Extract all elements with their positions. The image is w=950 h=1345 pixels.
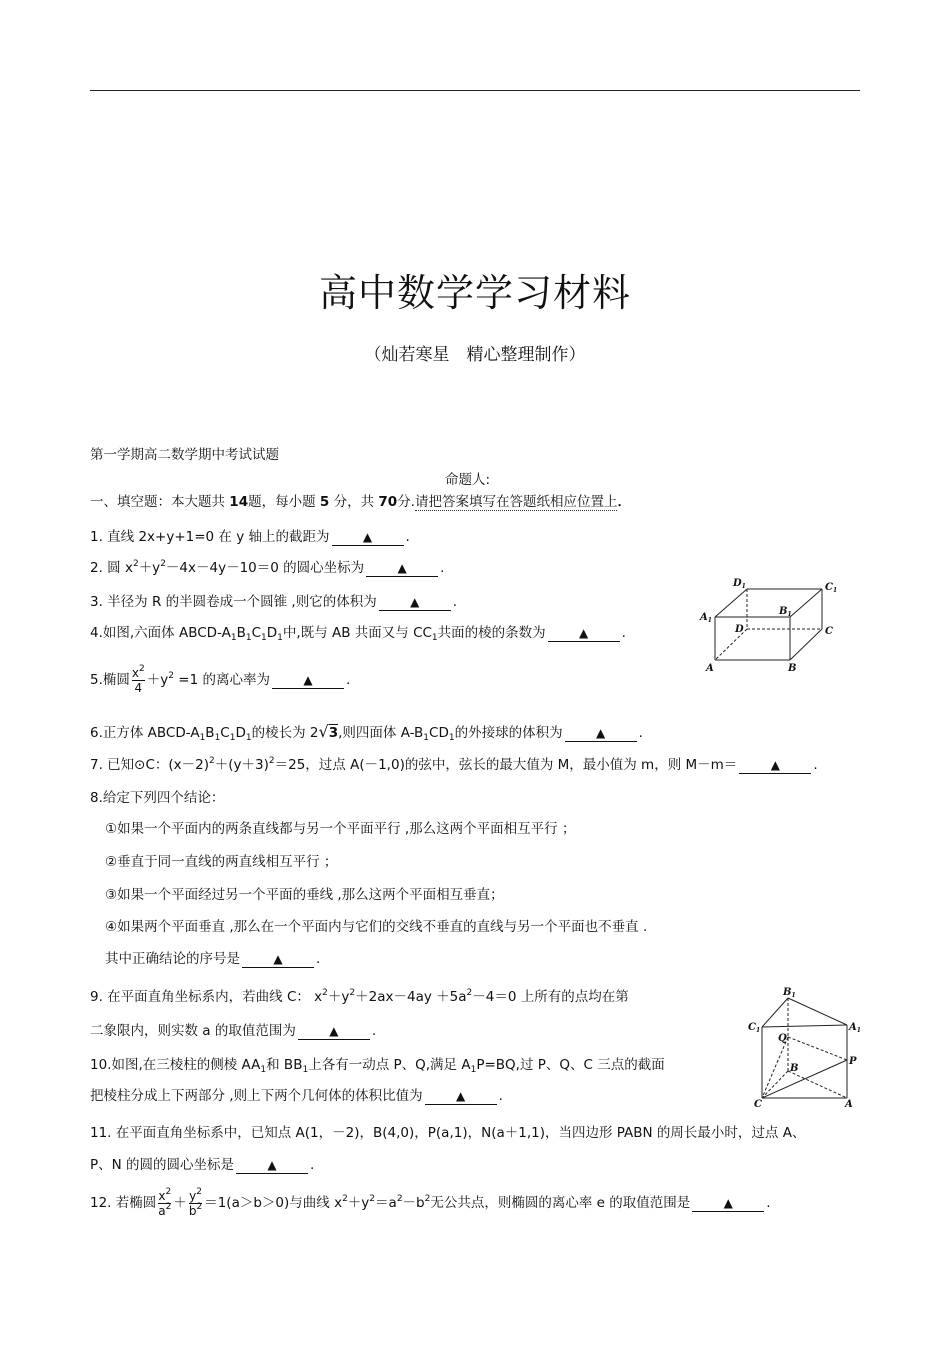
label-Q: Q [778,1033,787,1044]
sqrt-symbol: √ [318,722,329,741]
label-D: D [735,624,744,635]
question-11-cont: P、N 的圆的圆心坐标是 ▲ . [90,1157,315,1173]
answer-blank-5[interactable]: ▲ [272,672,344,689]
question-9: 9. 在平面直角坐标系内，若曲线 C： $x^2+y^2+2ax-4ay +5a^2-4=0$ 上所有的点均在第 [90,988,629,1005]
exam-name: 第一学期高二数学期中考试试题 [90,447,279,463]
fraction-x2-4: $\frac{x^2}{4}$ [131,663,145,695]
answer-blank-4[interactable]: ▲ [548,625,620,642]
answer-blank-3[interactable]: ▲ [379,594,451,611]
page-subtitle: （灿若寒星 精心整理制作） [364,345,586,365]
hexahedron-figure [695,572,845,677]
label-D1: $D_1$ [733,578,746,590]
author-label: 命题人: [445,472,491,488]
question-12: 12. 若椭圆 $\frac{x^2}{a^2}$ ＋ $\frac{y^2}{b^2}$ ＝1(a＞b＞0)与曲线 $x^2+y^2=a^2-b^2$无公共点，则椭圆的离心率 e 的取值范围是 ▲ . [90,1186,771,1218]
label-P: P [849,1056,857,1067]
label-B: B [788,663,797,674]
answer-blank-12[interactable]: ▲ [692,1195,764,1212]
answer-blank-7[interactable]: ▲ [739,757,811,774]
label-C: C [754,1099,762,1110]
answer-blank-1[interactable]: ▲ [332,529,404,546]
statement-4: ④如果两个平面垂直 ,那么在一个平面内与它们的交线不垂直的直线与另一个平面也不垂直 . [105,919,648,935]
statement-3: ③如果一个平面经过另一个平面的垂线 ,那么这两个平面相互垂直； [105,887,504,903]
answer-blank-10[interactable]: ▲ [425,1088,497,1105]
question-10: 10.如图,在三棱柱的侧棱 $AA_1$和 $BB_1$上各有一动点 P、Q,满足 $A_1P=BQ$,过 P、Q、C 三点的截面 [90,1057,665,1075]
label-A1: $A_1$ [849,1022,861,1034]
label-C1: $C_1$ [748,1022,761,1034]
question-6: 6.正方体 ABCD-$A_1B_1C_1D_1$的棱长为 2√3,则四面体 $A-B_1CD_1$的外接球的体积为 ▲ . [90,722,643,743]
label-C: C [825,626,833,637]
triangular-prism-figure [745,985,865,1113]
fraction-x2-a2: $\frac{x^2}{a^2}$ [158,1186,172,1218]
section-header: 一、填空题：本大题共 14题，每小题 5 分，共 70分.请把答案填写在答题纸相应位置上． [90,494,631,510]
page-title: 高中数学学习材料 [318,271,631,315]
question-1: 1. 直线 2x+y+1=0 在 y 轴上的截距为 ▲ . [90,529,410,545]
statement-1: ①如果一个平面内的两条直线都与另一个平面平行 ,那么这两个平面相互平行 ； [105,821,576,837]
answer-blank-9[interactable]: ▲ [298,1023,370,1040]
label-A: A [706,663,714,674]
label-A1: $A_1$ [700,612,712,624]
question-8-answer: 其中正确结论的序号是 ▲ . [105,951,321,967]
label-B1: $B_1$ [783,987,796,999]
question-7: 7. 已知⊙C：$(x-2)^2+(y+3)^2=25$，过点 A(－1,0)的弦中，弦长的最大值为 M，最小值为 m，则 M－m＝ ▲ . [90,756,818,773]
label-A: A [845,1099,853,1110]
question-9-cont: 二象限内，则实数 a 的取值范围为 ▲ . [90,1023,377,1039]
fraction-y2-b2: $\frac{y^2}{b^2}$ [188,1186,203,1218]
answer-blank-6[interactable]: ▲ [565,725,637,742]
label-B1: $B_1$ [779,606,792,618]
question-8: 8.给定下列四个结论： [90,790,225,806]
question-3: 3. 半径为 R 的半圆卷成一个圆锥 ,则它的体积为 ▲ . [90,594,458,610]
answer-blank-8[interactable]: ▲ [242,951,314,968]
label-B: B [790,1063,799,1074]
statement-2: ②垂直于同一直线的两直线相互平行 ； [105,854,338,870]
question-2: 2. 圆 $x^2+y^2-4x-4y-10=0$ 的圆心坐标为 ▲ . [90,559,445,576]
answer-blank-11[interactable]: ▲ [236,1157,308,1174]
question-10-cont: 把棱柱分成上下两部分 ,则上下两个几何体的体积比值为 ▲ . [90,1088,503,1104]
question-11: 11. 在平面直角坐标系中，已知点 A(1，－2)，B(4,0)，P(a,1)，N(a＋1,1)，当四边形 PABN 的周长最小时，过点 A、 [90,1125,806,1141]
label-C1: $C_1$ [825,582,838,594]
question-4: 4.如图,六面体 ABCD-$A_1B_1C_1D_1$中,既与 AB 共面又与 $CC_1$共面的棱的条数为 ▲ . [90,625,626,643]
question-5: 5.椭圆 $\frac{x^2}{4}$ $+y^2 =1$ 的离心率为 ▲ . [90,663,351,695]
header-rule [90,90,860,91]
answer-blank-2[interactable]: ▲ [366,560,438,577]
